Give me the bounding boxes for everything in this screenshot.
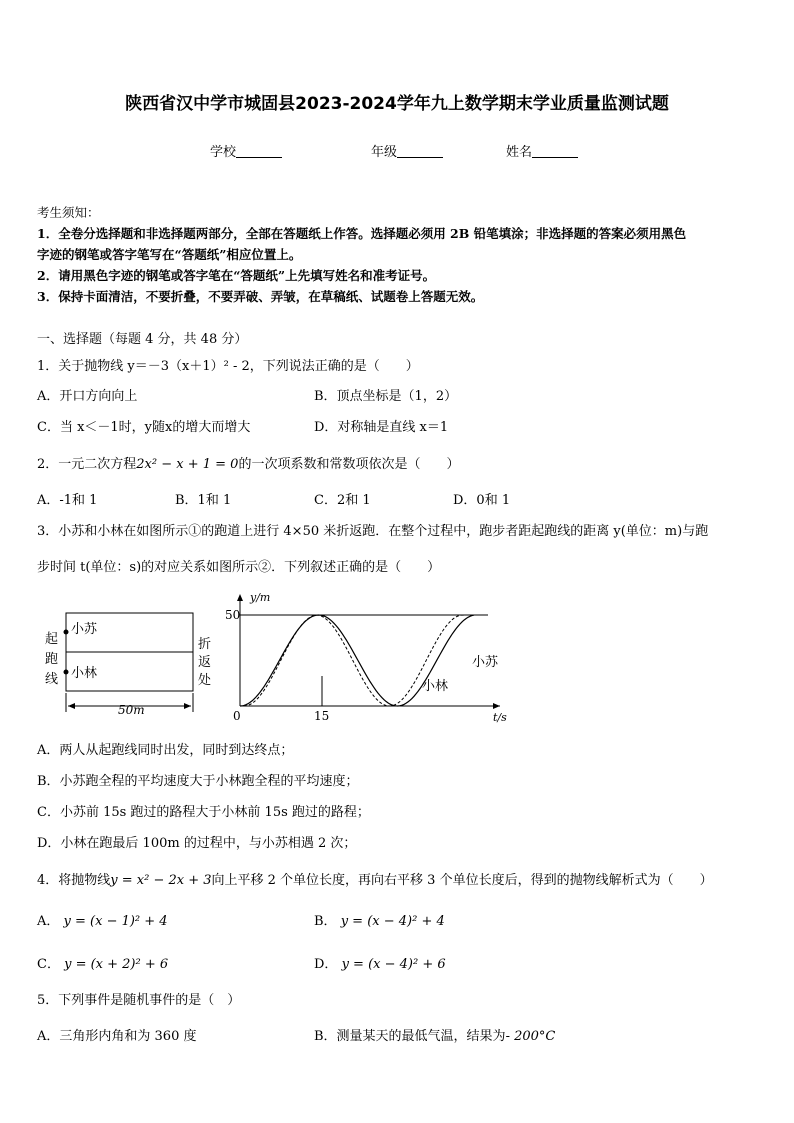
- q1-stem: 1．关于抛物线 y＝－3（x＋1）² - 2，下列说法正确的是（ ）: [37, 359, 419, 374]
- y-tick-50: 50: [225, 608, 241, 622]
- q3-option-b[interactable]: B．小苏跑全程的平均速度大于小林跑全程的平均速度；: [37, 774, 359, 789]
- notice-item-3: 3．保持卡面清洁，不要折叠，不要弄破、弄皱，在草稿纸、试题卷上答题无效。: [37, 289, 484, 304]
- runner-lin-label: 小林: [71, 666, 98, 681]
- q2-option-b[interactable]: B．1和 1: [175, 493, 232, 508]
- q3-option-d[interactable]: D．小林在跑最后 100m 的过程中，与小苏相遇 2 次；: [37, 836, 357, 851]
- turn-label: 折返处: [198, 637, 212, 688]
- x-axis-label: t/s: [493, 711, 507, 724]
- curve-su-label: 小苏: [472, 655, 499, 670]
- q1-option-a[interactable]: A．开口方向向上: [37, 389, 138, 404]
- q4-option-d[interactable]: D． y = (x − 4)² + 6: [314, 957, 446, 972]
- q2-stem: 2．一元二次方程2x² − x + 1 = 0的一次项系数和常数项依次是（ ）: [37, 457, 460, 472]
- q2-option-c[interactable]: C．2和 1: [314, 493, 371, 508]
- q5-option-b[interactable]: B．测量某天的最低气温，结果为- 200°C: [314, 1029, 556, 1044]
- q2-equation: 2x² − x + 1 = 0: [136, 457, 239, 472]
- q3-stem-line2: 步时间 t(单位：s)的对应关系如图所示②．下列叙述正确的是（ ）: [37, 560, 441, 575]
- q5-option-a[interactable]: A．三角形内角和为 360 度: [37, 1029, 197, 1044]
- name-field[interactable]: 姓名: [506, 141, 578, 160]
- page-title: 陕西省汉中学市城固县2023-2024学年九上数学期末学业质量监测试题: [125, 94, 669, 114]
- q3-option-a[interactable]: A．两人从起跑线同时出发，同时到达终点；: [37, 743, 294, 758]
- q1-option-d[interactable]: D．对称轴是直线 x＝1: [314, 420, 449, 435]
- q5-stem: 5．下列事件是随机事件的是（ ）: [37, 993, 241, 1008]
- q4-option-c[interactable]: C． y = (x + 2)² + 6: [37, 957, 169, 972]
- runner-lin-dot: [64, 670, 69, 675]
- grade-field[interactable]: 年级: [371, 141, 443, 160]
- y-axis-label: y/m: [250, 591, 271, 604]
- start-line-label: 起跑线: [45, 632, 59, 687]
- runner-su-dot: [64, 630, 69, 635]
- notice-item-2: 2．请用黑色字迹的钢笔或答字笔在“答题纸”上先填写姓名和准考证号。: [37, 268, 436, 283]
- section-heading: 一、选择题（每题 4 分，共 48 分）: [37, 332, 248, 347]
- q3-option-c[interactable]: C．小苏前 15s 跑过的路程大于小林前 15s 跑过的路程；: [37, 805, 370, 820]
- q1-option-b[interactable]: B．顶点坐标是（1，2）: [314, 389, 458, 404]
- q4-option-b[interactable]: B． y = (x − 4)² + 4: [314, 914, 445, 929]
- q2-option-d[interactable]: D．0和 1: [453, 493, 511, 508]
- curve-lin-label: 小林: [422, 679, 449, 694]
- q2-option-a[interactable]: A．-1和 1: [37, 493, 98, 508]
- distance-time-graph: [225, 590, 518, 726]
- length-label: 50m: [118, 703, 145, 717]
- notice-heading: 考生须知：: [37, 205, 100, 220]
- q1-option-c[interactable]: C．当 x＜－1时，y随x的增大而增大: [37, 420, 251, 435]
- runner-su-label: 小苏: [71, 622, 98, 637]
- origin-label: 0: [233, 709, 241, 723]
- track-figure: [40, 600, 230, 725]
- school-field[interactable]: 学校: [210, 141, 282, 160]
- q4-stem: 4．将抛物线y = x² − 2x + 3向上平移 2 个单位长度，再向右平移 3 个单位长度后，得到的抛物线解析式为（ ）: [37, 873, 713, 888]
- x-tick-15: 15: [314, 709, 330, 723]
- q3-stem-line1: 3．小苏和小林在如图所示①的跑道上进行 4×50 米折返跑．在整个过程中，跑步者距起跑线的距离 y(单位：m)与跑: [37, 524, 709, 539]
- notice-item-1: 1．全卷分选择题和非选择题两部分，全部在答题纸上作答。选择题必须用 2B 铅笔填涂；非选择题的答案必须用黑色: [37, 226, 687, 241]
- q4-option-a[interactable]: A． y = (x − 1)² + 4: [37, 914, 168, 929]
- q4-equation: y = x² − 2x + 3: [110, 873, 212, 888]
- notice-item-1-cont: 字迹的钢笔或答字笔写在“答题纸”相应位置上。: [37, 247, 302, 262]
